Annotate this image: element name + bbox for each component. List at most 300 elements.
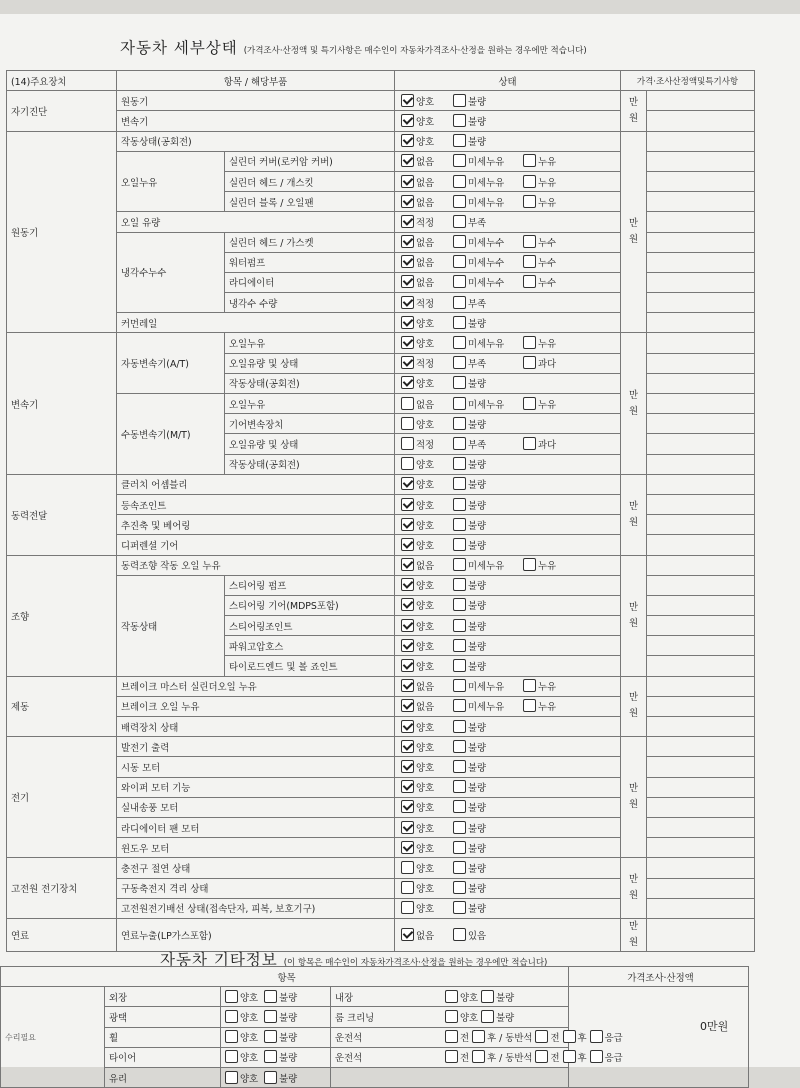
state-option: [453, 255, 517, 269]
other-opts-a: [221, 1047, 331, 1067]
checkbox[interactable]: [401, 154, 414, 167]
checkbox[interactable]: [401, 114, 414, 127]
checkbox[interactable]: [401, 417, 414, 430]
checkbox[interactable]: [453, 578, 466, 591]
checkbox[interactable]: [453, 740, 466, 753]
item-cell: 디퍼렌셜 기어: [117, 535, 395, 555]
note-cell[interactable]: [647, 636, 755, 656]
checkbox[interactable]: [453, 437, 466, 450]
checkbox[interactable]: [453, 195, 466, 208]
checkbox[interactable]: [523, 558, 536, 571]
category-cell: 동력전달: [7, 474, 117, 555]
note-cell[interactable]: [647, 272, 755, 292]
note-cell[interactable]: [647, 595, 755, 615]
checkbox[interactable]: [481, 1010, 494, 1023]
item-cell: 오일유량 및 상태: [225, 353, 395, 373]
option-label: 양호: [416, 96, 435, 108]
other-item-a: 광택: [105, 1007, 221, 1027]
option-label: 불량: [468, 662, 487, 674]
option-label: 후: [487, 1033, 497, 1045]
other-item-a: 타이어: [105, 1047, 221, 1067]
checkbox[interactable]: [401, 861, 414, 874]
note-cell[interactable]: [647, 474, 755, 494]
checkbox[interactable]: [445, 1030, 458, 1043]
checkbox[interactable]: [401, 598, 414, 611]
option-label: 후: [577, 1033, 587, 1045]
option-label: 누유: [538, 177, 557, 189]
state-cell: [395, 293, 621, 313]
state-cell: [395, 434, 621, 454]
checkbox[interactable]: [453, 255, 466, 268]
option-label: 불량: [279, 1033, 298, 1045]
state-cell: [395, 474, 621, 494]
state-option: [453, 598, 517, 612]
state-option: [523, 356, 556, 370]
note-cell[interactable]: [647, 555, 755, 575]
state-option: [453, 316, 517, 330]
other-row: [1, 987, 749, 1007]
checkbox[interactable]: [523, 437, 536, 450]
checkbox[interactable]: [401, 760, 414, 773]
option-label: 없음: [416, 157, 435, 169]
checkbox[interactable]: [225, 1050, 238, 1063]
checkbox[interactable]: [453, 619, 466, 632]
checkbox[interactable]: [401, 255, 414, 268]
note-cell[interactable]: [647, 676, 755, 696]
state-cell: [395, 676, 621, 696]
checkbox[interactable]: [445, 1050, 458, 1063]
state-option: [453, 679, 517, 693]
option-label: 양호: [416, 783, 435, 795]
checkbox[interactable]: [453, 518, 466, 531]
option-label: 양호: [240, 1033, 259, 1045]
checkbox[interactable]: [590, 1050, 603, 1063]
option-label: 불량: [279, 1012, 298, 1024]
checkbox[interactable]: [453, 720, 466, 733]
table-row: [7, 676, 755, 696]
note-cell[interactable]: [647, 434, 755, 454]
state-option: [453, 275, 517, 289]
state-option: [453, 296, 517, 310]
checkbox[interactable]: [264, 990, 277, 1003]
other-opts-a: [221, 987, 331, 1007]
checkbox[interactable]: [453, 376, 466, 389]
note-cell[interactable]: [647, 737, 755, 757]
option-label: 불량: [468, 803, 487, 815]
checkbox[interactable]: [453, 356, 466, 369]
checkbox[interactable]: [401, 901, 414, 914]
note-cell[interactable]: [647, 575, 755, 595]
state-cell: [395, 252, 621, 272]
checkbox[interactable]: [401, 316, 414, 329]
note-cell[interactable]: [647, 313, 755, 333]
checkbox[interactable]: [264, 1030, 277, 1043]
subcategory-cell: 오일누유: [117, 151, 225, 212]
state-cell: [395, 414, 621, 434]
state-option: [401, 639, 447, 653]
other-item-a: 외장: [105, 987, 221, 1007]
option-label: 불량: [468, 96, 487, 108]
checkbox[interactable]: [453, 477, 466, 490]
checkbox[interactable]: [453, 275, 466, 288]
option-label: 양호: [416, 803, 435, 815]
item-cell: 스티어링 기어(MDPS포함): [225, 595, 395, 615]
option-label: 불량: [496, 1012, 515, 1024]
state-option: [523, 195, 556, 209]
item-cell: 작동상태(공회전): [117, 131, 395, 151]
checkbox[interactable]: [401, 800, 414, 813]
state-option: [401, 296, 447, 310]
checkbox[interactable]: [453, 861, 466, 874]
checkbox[interactable]: [401, 821, 414, 834]
item-cell: 타이로드엔드 및 볼 죠인트: [225, 656, 395, 676]
checkbox[interactable]: [225, 990, 238, 1003]
checkbox[interactable]: [453, 235, 466, 248]
checkbox[interactable]: [453, 134, 466, 147]
checkbox[interactable]: [401, 841, 414, 854]
checkbox[interactable]: [401, 477, 414, 490]
checkbox[interactable]: [523, 699, 536, 712]
item-cell: 와이퍼 모터 기능: [117, 777, 395, 797]
note-cell[interactable]: [647, 898, 755, 918]
note-cell[interactable]: [647, 616, 755, 636]
checkbox[interactable]: [453, 114, 466, 127]
checkbox[interactable]: [453, 841, 466, 854]
checkbox[interactable]: [453, 928, 466, 941]
other-item-b: [331, 1047, 623, 1067]
other-item-a: 유리: [105, 1067, 221, 1087]
note-cell[interactable]: [647, 717, 755, 737]
state-option: [523, 175, 556, 189]
option-label: 불량: [468, 137, 487, 149]
note-cell[interactable]: [647, 171, 755, 191]
option-label: 불량: [468, 116, 487, 128]
detail-status-table: [6, 70, 755, 952]
checkbox[interactable]: [401, 275, 414, 288]
checkbox[interactable]: [401, 740, 414, 753]
checkbox[interactable]: [523, 195, 536, 208]
note-cell[interactable]: [647, 212, 755, 232]
checkbox[interactable]: [481, 990, 494, 1003]
state-cell: [395, 717, 621, 737]
checkbox[interactable]: [535, 1050, 548, 1063]
form-sheet: [0, 14, 800, 1085]
table-row: [7, 858, 755, 878]
note-cell[interactable]: [647, 353, 755, 373]
state-cell: [395, 616, 621, 636]
section-title: 자동차 세부상태 (가격조사·산정액 및 특기사항은 매수인이 자동차가격조사·산정을 원하는 경우에만 적습니다): [120, 39, 587, 57]
checkbox[interactable]: [453, 175, 466, 188]
checkbox[interactable]: [523, 275, 536, 288]
checkbox[interactable]: [453, 417, 466, 430]
note-cell[interactable]: [647, 414, 755, 434]
checkbox[interactable]: [401, 928, 414, 941]
checkbox[interactable]: [453, 598, 466, 611]
checkbox[interactable]: [264, 1010, 277, 1023]
note-cell[interactable]: [647, 757, 755, 777]
note-cell[interactable]: [647, 918, 755, 951]
checkbox[interactable]: [453, 760, 466, 773]
option-label: 누유: [538, 157, 557, 169]
state-cell: [395, 797, 621, 817]
state-cell: [395, 111, 621, 131]
state-option: [401, 821, 447, 835]
checkbox[interactable]: [453, 498, 466, 511]
option-label: 양호: [416, 339, 435, 351]
other-opts-a: [221, 1027, 331, 1047]
item-cell: 브레이크 마스터 실린더오일 누유: [117, 676, 395, 696]
checkbox[interactable]: [453, 639, 466, 652]
checkbox[interactable]: [453, 154, 466, 167]
note-cell[interactable]: [647, 252, 755, 272]
table-header-row: [7, 71, 755, 91]
checkbox[interactable]: [401, 558, 414, 571]
state-option: [453, 175, 517, 189]
checkbox[interactable]: [401, 578, 414, 591]
checkbox[interactable]: [401, 376, 414, 389]
checkbox[interactable]: [401, 134, 414, 147]
option-label: 양호: [240, 1073, 259, 1085]
checkbox[interactable]: [401, 195, 414, 208]
checkbox[interactable]: [453, 538, 466, 551]
note-cell[interactable]: [647, 696, 755, 716]
checkbox[interactable]: [453, 881, 466, 894]
checkbox[interactable]: [453, 457, 466, 470]
checkbox[interactable]: [401, 619, 414, 632]
option-label: 양호: [416, 540, 435, 552]
other-info-title: 자동차 기타정보 (이 항목은 매수인이 자동차가격조사·산정을 원하는 경우에만 적습니다): [160, 951, 548, 969]
item-cell: 실린더 헤드 / 가스켓: [225, 232, 395, 252]
option-label: 없음: [416, 197, 435, 209]
note-cell[interactable]: [647, 535, 755, 555]
state-option: [401, 477, 447, 491]
item-cell: 기어변속장치: [225, 414, 395, 434]
checkbox[interactable]: [264, 1050, 277, 1063]
note-cell[interactable]: [647, 151, 755, 171]
option-label: 미세누유: [468, 399, 505, 411]
option-label: 불량: [468, 823, 487, 835]
note-cell[interactable]: [647, 817, 755, 837]
note-cell[interactable]: [647, 293, 755, 313]
checkbox[interactable]: [523, 679, 536, 692]
checkbox[interactable]: [453, 296, 466, 309]
category-cell: 변속기: [7, 333, 117, 474]
state-cell: [395, 817, 621, 837]
option-label: 부족: [468, 217, 487, 229]
option-label: 미세누유: [468, 702, 505, 714]
item-cell: 윈도우 모터: [117, 838, 395, 858]
note-cell[interactable]: [647, 333, 755, 353]
item-cell: 발전기 출력: [117, 737, 395, 757]
note-cell[interactable]: [647, 656, 755, 676]
checkbox[interactable]: [563, 1050, 576, 1063]
note-cell[interactable]: [647, 373, 755, 393]
note-cell[interactable]: [647, 232, 755, 252]
checkbox[interactable]: [523, 336, 536, 349]
state-cell: [395, 515, 621, 535]
state-cell: [395, 192, 621, 212]
option-label: 없음: [416, 930, 435, 942]
item-cell: 실린더 커버(로커암 커버): [225, 151, 395, 171]
checkbox[interactable]: [453, 821, 466, 834]
option-label: 양호: [460, 992, 479, 1004]
state-cell: [395, 535, 621, 555]
checkbox[interactable]: [563, 1030, 576, 1043]
category-cell: 고전원 전기장치: [7, 858, 117, 919]
checkbox[interactable]: [401, 336, 414, 349]
note-cell[interactable]: [647, 515, 755, 535]
checkbox[interactable]: [453, 558, 466, 571]
state-option: [453, 720, 517, 734]
table-row: [7, 474, 755, 494]
checkbox[interactable]: [401, 215, 414, 228]
checkbox[interactable]: [590, 1030, 603, 1043]
item-cell: 워터펌프: [225, 252, 395, 272]
checkbox[interactable]: [453, 901, 466, 914]
option-label: 불량: [279, 992, 298, 1004]
checkbox[interactable]: [401, 659, 414, 672]
option-label: 불량: [468, 762, 487, 774]
checkbox[interactable]: [445, 1010, 458, 1023]
checkbox[interactable]: [264, 1071, 277, 1084]
checkbox[interactable]: [401, 235, 414, 248]
option-label: 불량: [468, 581, 487, 593]
checkbox[interactable]: [523, 397, 536, 410]
option-label: 미세누수: [468, 238, 505, 250]
state-option: [453, 861, 517, 875]
option-label: 양호: [416, 601, 435, 613]
checkbox[interactable]: [401, 498, 414, 511]
state-option: [523, 437, 556, 451]
price-unit-cell: 만원: [621, 676, 647, 737]
option-label: 불량: [468, 863, 487, 875]
state-option: [401, 94, 447, 108]
state-option: [453, 195, 517, 209]
checkbox[interactable]: [472, 1030, 485, 1043]
note-cell[interactable]: [647, 394, 755, 414]
note-cell[interactable]: [647, 838, 755, 858]
other-opts-a: [221, 1067, 331, 1087]
checkbox[interactable]: [523, 255, 536, 268]
state-option: [401, 417, 447, 431]
checkbox[interactable]: [401, 296, 414, 309]
state-option: [401, 558, 447, 572]
checkbox[interactable]: [401, 457, 414, 470]
category-cell: 원동기: [7, 131, 117, 333]
other-item-b: [331, 987, 569, 1007]
note-cell[interactable]: [647, 777, 755, 797]
state-cell: [395, 878, 621, 898]
table-row: [7, 737, 755, 757]
item-cell: 배력장치 상태: [117, 717, 395, 737]
checkbox[interactable]: [401, 720, 414, 733]
checkbox[interactable]: [401, 639, 414, 652]
price-unit-cell: 만원: [621, 91, 647, 131]
checkbox[interactable]: [453, 679, 466, 692]
checkbox[interactable]: [453, 800, 466, 813]
note-cell[interactable]: [647, 858, 755, 878]
checkbox[interactable]: [401, 437, 414, 450]
checkbox[interactable]: [453, 397, 466, 410]
option-label: 누수: [538, 278, 557, 290]
other-item-b: [331, 1027, 623, 1047]
state-option: [453, 437, 517, 451]
note-cell[interactable]: [647, 454, 755, 474]
checkbox[interactable]: [453, 699, 466, 712]
state-option: [453, 639, 517, 653]
state-option: [453, 578, 517, 592]
state-option: [401, 760, 447, 774]
checkbox[interactable]: [225, 1010, 238, 1023]
checkbox[interactable]: [535, 1030, 548, 1043]
item-cell: 클러치 어셈블리: [117, 474, 395, 494]
checkbox[interactable]: [401, 518, 414, 531]
checkbox[interactable]: [453, 316, 466, 329]
state-cell: [395, 91, 621, 111]
note-cell[interactable]: [647, 878, 755, 898]
note-cell[interactable]: [647, 192, 755, 212]
checkbox[interactable]: [401, 538, 414, 551]
option-label: 양호: [416, 722, 435, 734]
checkbox[interactable]: [523, 356, 536, 369]
checkbox[interactable]: [401, 679, 414, 692]
option-label: 불량: [468, 904, 487, 916]
state-option: [401, 841, 447, 855]
option-label: 과다: [538, 359, 557, 371]
note-cell[interactable]: [647, 131, 755, 151]
checkbox[interactable]: [401, 881, 414, 894]
checkbox[interactable]: [401, 94, 414, 107]
option-label: 양호: [416, 480, 435, 492]
checkbox[interactable]: [453, 94, 466, 107]
option-label: 불량: [468, 722, 487, 734]
state-option: [401, 134, 447, 148]
note-cell[interactable]: [647, 91, 755, 111]
checkbox[interactable]: [225, 1030, 238, 1043]
checkbox[interactable]: [453, 215, 466, 228]
checkbox[interactable]: [523, 235, 536, 248]
checkbox[interactable]: [453, 659, 466, 672]
option-label: / 동반석: [499, 1053, 533, 1065]
checkbox[interactable]: [453, 780, 466, 793]
state-option: [401, 437, 447, 451]
checkbox[interactable]: [523, 175, 536, 188]
state-option: [401, 518, 447, 532]
checkbox[interactable]: [401, 699, 414, 712]
state-option: [453, 699, 517, 713]
note-cell[interactable]: [647, 797, 755, 817]
checkbox[interactable]: [401, 356, 414, 369]
note-cell[interactable]: [647, 494, 755, 514]
checkbox[interactable]: [401, 780, 414, 793]
checkbox[interactable]: [401, 175, 414, 188]
state-option: [453, 780, 517, 794]
state-cell: [395, 333, 621, 353]
option-label: 불량: [468, 379, 487, 391]
option-label: 양호: [416, 863, 435, 875]
state-option: [523, 699, 556, 713]
note-cell[interactable]: [647, 111, 755, 131]
option-label: 양호: [416, 621, 435, 633]
category-cell: 자기진단: [7, 91, 117, 131]
checkbox[interactable]: [401, 397, 414, 410]
checkbox[interactable]: [445, 990, 458, 1003]
option-label: 불량: [279, 1073, 298, 1085]
checkbox[interactable]: [453, 336, 466, 349]
checkbox[interactable]: [472, 1050, 485, 1063]
checkbox[interactable]: [225, 1071, 238, 1084]
checkbox[interactable]: [523, 154, 536, 167]
